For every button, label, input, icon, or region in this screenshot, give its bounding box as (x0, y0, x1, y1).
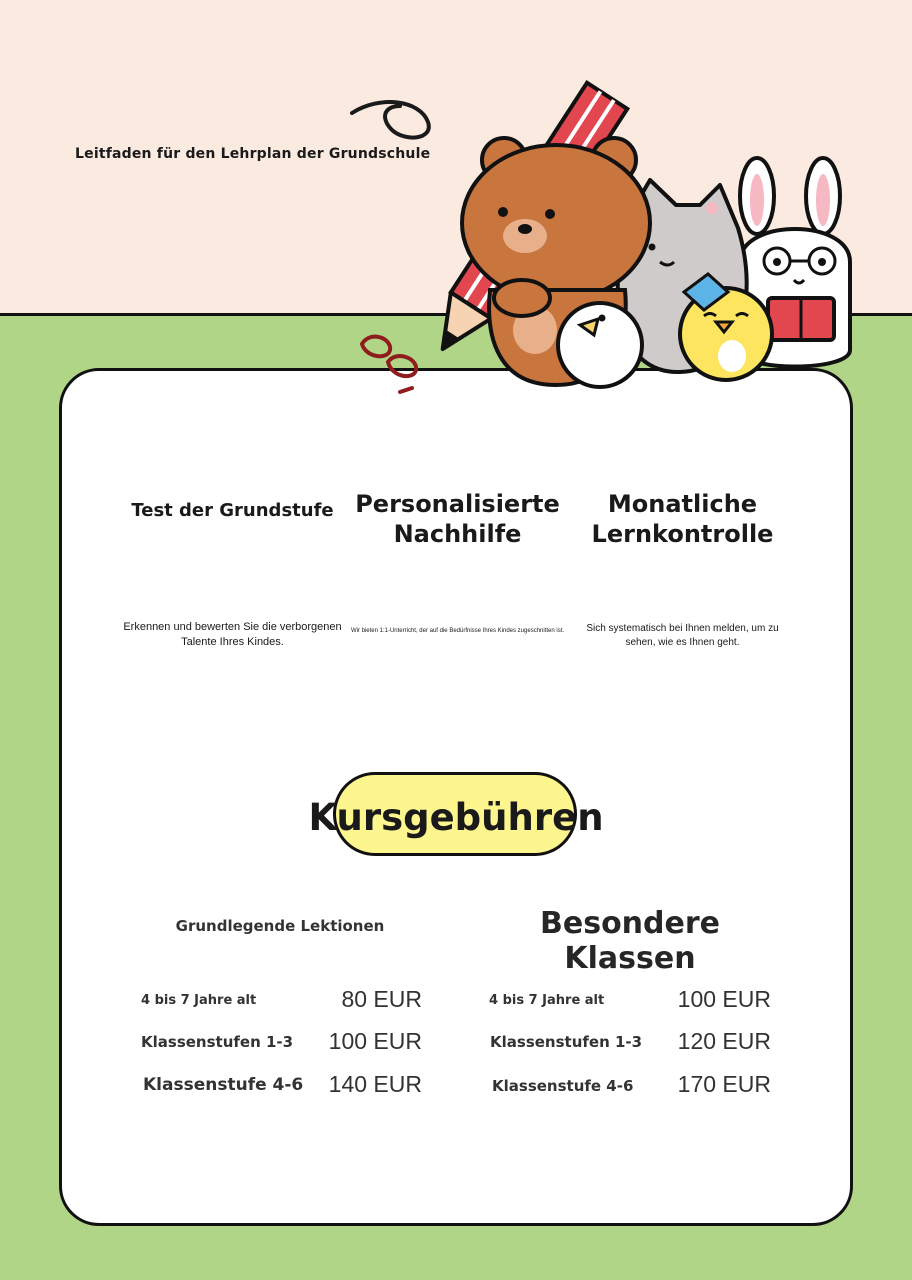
feature-description: Sich systematisch bei Ihnen melden, um zu sehen, wie es Ihnen geht. (586, 623, 779, 648)
special-price-value: 170 EUR (677, 1071, 771, 1097)
feature-description: Wir bieten 1:1-Unterricht, der auf die Bedürfnisse Ihres Kindes zugeschnitten ist. (350, 628, 565, 634)
basic-price-value: 80 EUR (341, 986, 422, 1012)
basic-price-label: Klassenstufen 1-3 (141, 1033, 294, 1051)
feature-description: Erkennen und bewerten Sie die verborgenen Talente Ihres Kindes. (123, 621, 342, 649)
mascot-illustration (0, 0, 912, 420)
special-price-label: Klassenstufe 4-6 (492, 1077, 634, 1095)
special-price-value: 100 EUR (677, 986, 771, 1012)
feature-title: Monatliche Lernkontrolle (591, 490, 774, 548)
special-price-label: 4 bis 7 Jahre alt (489, 993, 605, 1008)
doodle-swirl-icon (352, 102, 429, 138)
basic-lessons-heading: Grundlegende Lektionen (175, 917, 385, 935)
basic-price-value: 100 EUR (328, 1028, 422, 1054)
feature-title: Test der Grundstufe (131, 500, 334, 521)
bird-mascot-icon (558, 303, 642, 387)
special-price-value: 120 EUR (677, 1028, 771, 1054)
scribble-icon (362, 337, 416, 392)
basic-price-label: Klassenstufe 4-6 (143, 1075, 304, 1095)
feature-title: Personalisierte Nachhilfe (355, 490, 560, 548)
basic-price-label: 4 bis 7 Jahre alt (141, 993, 257, 1008)
special-price-label: Klassenstufen 1-3 (490, 1033, 643, 1051)
brochure-heading: Leitfaden für den Lehrplan der Grundschule (75, 146, 431, 162)
special-classes-heading: Besondere Klassen (540, 906, 720, 976)
basic-price-value: 140 EUR (328, 1071, 422, 1097)
fees-title: Kursgebühren (308, 796, 604, 839)
